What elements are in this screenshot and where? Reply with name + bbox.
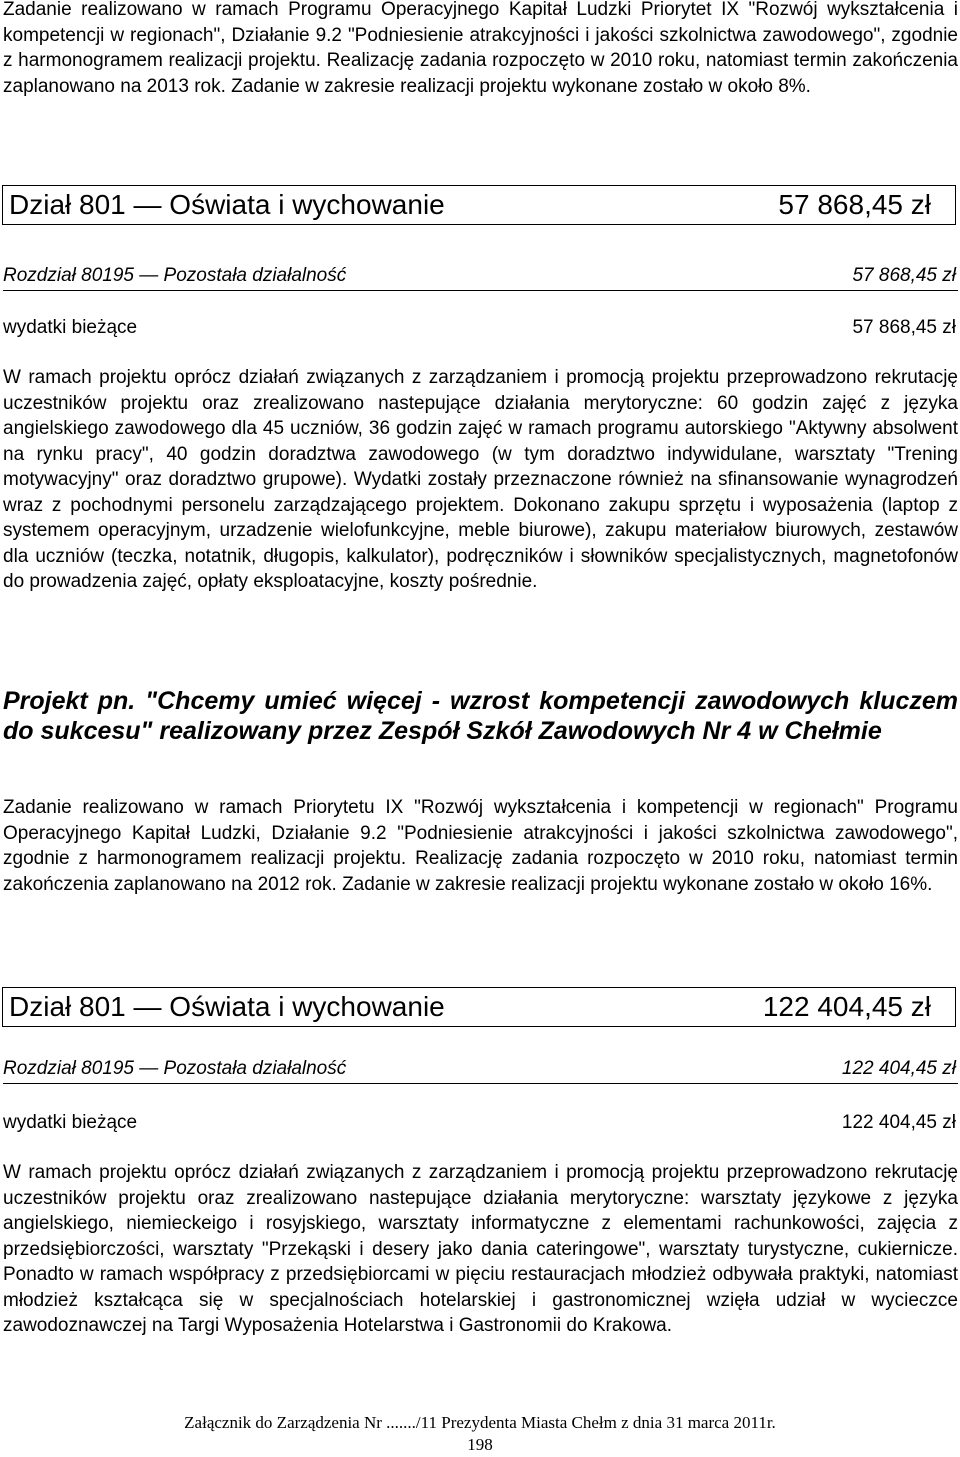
section-description-1: W ramach projektu oprócz działań związanych z zarządzaniem i promocją projektu przeprowadzono rekrutację uczestników projektu oraz zrealizowano nastepujące działania merytoryczne: 60 godzin zajęć z języka angielskiego zawodowego dla 45 uczniów, 36 godzin zajęć w ramach programu autorskiego "Aktywny absolwent na rynku pracy", 40 godzin doradztwa zawodowego (w tym doradztwo indywidulane, warsztaty "Trening motywacyjny" oraz doradztwo grupowe). Wydatki zostały przeznaczone również na sfinansowanie wynagrodzeń wraz z pochodnymi personelu zarządzającego projektem. Dokonano zakupu sprzętu i wyposażenia (laptop z systemem operacyjnym, urzadzenie wielofunkcyjne, meble biurowe), zakupu materiałow biurowych, zestawów dla uczniów (teczka, notatnik, długopis, kalkulator), podręczników i słowników specjalistycznych, magnetofonów do prowadzenia zajęć, opłaty eksploatacyjne, koszty pośrednie. — [3, 367, 958, 592]
project-title: Projekt pn. "Chcemy umieć więcej - wzrost kompetencji zawodowych kluczem do sukcesu" realizowany przez Zespół Szkół Zawodowych Nr 4 w Chełmie — [3, 687, 958, 745]
rozdzial-row-2 — [3, 1056, 958, 1084]
rozdzial-amount: 57 868,45 zł — [852, 265, 956, 286]
rozdzial-row-1 — [3, 263, 958, 291]
dzial-title: Dział 801 — Oświata i wychowanie — [9, 189, 445, 220]
dzial-header-1 — [2, 185, 956, 225]
intro-paragraph: Zadanie realizowano w ramach Programu Operacyjnego Kapitał Ludzki Priorytet IX "Rozwój wykształcenia i kompetencji w regionach", Działanie 9.2 "Podniesienie atrakcyjności i jakości szkolnictwa zawodowego", zgodnie z harmonogramem realizacji projektu. Realizację zadania rozpoczęto w 2010 roku, natomiast termin zakończenia zaplanowano na 2013 rok. Zadanie w zakresie realizacji projektu wykonane zostało w około 8%. — [3, 0, 958, 97]
dzial-header-2 — [2, 987, 956, 1027]
section-description-2: W ramach projektu oprócz działań związanych z zarządzaniem i promocją projektu przeprowadzono rekrutację uczestników projektu oraz zrealizowano nastepujące działania merytoryczne: warsztaty językowe z języka angielskiego, niemieckeigo i rosyjskiego, warsztaty informatyczne z elementami rachunkowości, zajęcia z przedsiębiorczości, warsztaty "Przekąski i desery jako dania cateringowe", warsztaty turystyczne, cukiernicze. Ponadto w ramach współpracy z przedsiębiorcami w pięciu restauracjach młodzież odbywała praktyki, natomiast młodzież kształcąca się w specjalnościach hotelarskiej i gastronomicznej wzięła udział w wycieczce zawodoznawczej na Targi Wyposażenia Hotelarstwa i Gastronomii do Krakowa. — [3, 1162, 958, 1336]
rozdzial-amount: 122 404,45 zł — [841, 1058, 956, 1079]
project-intro-paragraph: Zadanie realizowano w ramach Priorytetu IX "Rozwój wykształcenia i kompetencji w regionach" Programu Operacyjnego Kapitał Ludzki, Działanie 9.2 "Podniesienie atrakcyjności i jakości szkolnictwa zawodowego", zgodnie z harmonogramem realizacji projektu. Realizację zadania rozpoczęto w 2010 roku, natomiast termin zakończenia zaplanowano na 2012 rok. Zadanie w zakresie realizacji projektu wykonane zostało w około 16%. — [3, 797, 958, 895]
rozdzial-title: Rozdział 80195 — Pozostała działalność — [3, 1058, 347, 1079]
wydatki-amount: 57 868,45 zł — [852, 317, 956, 338]
wydatki-amount: 122 404,45 zł — [841, 1112, 956, 1133]
wydatki-label: wydatki bieżące — [3, 317, 138, 338]
wydatki-label: wydatki bieżące — [3, 1112, 138, 1133]
dzial-amount: 122 404,45 zł — [762, 991, 931, 1022]
rozdzial-title: Rozdział 80195 — Pozostała działalność — [3, 265, 347, 286]
dzial-title: Dział 801 — Oświata i wychowanie — [9, 991, 445, 1022]
footer-attachment-note: Załącznik do Zarządzenia Nr ......./11 Prezydenta Miasta Chełm z dnia 31 marca 2011r. — [184, 1413, 776, 1432]
wydatki-row-2 — [3, 1110, 958, 1136]
dzial-amount: 57 868,45 zł — [778, 189, 931, 220]
page-number: 198 — [467, 1435, 493, 1454]
wydatki-row-1 — [3, 315, 958, 341]
